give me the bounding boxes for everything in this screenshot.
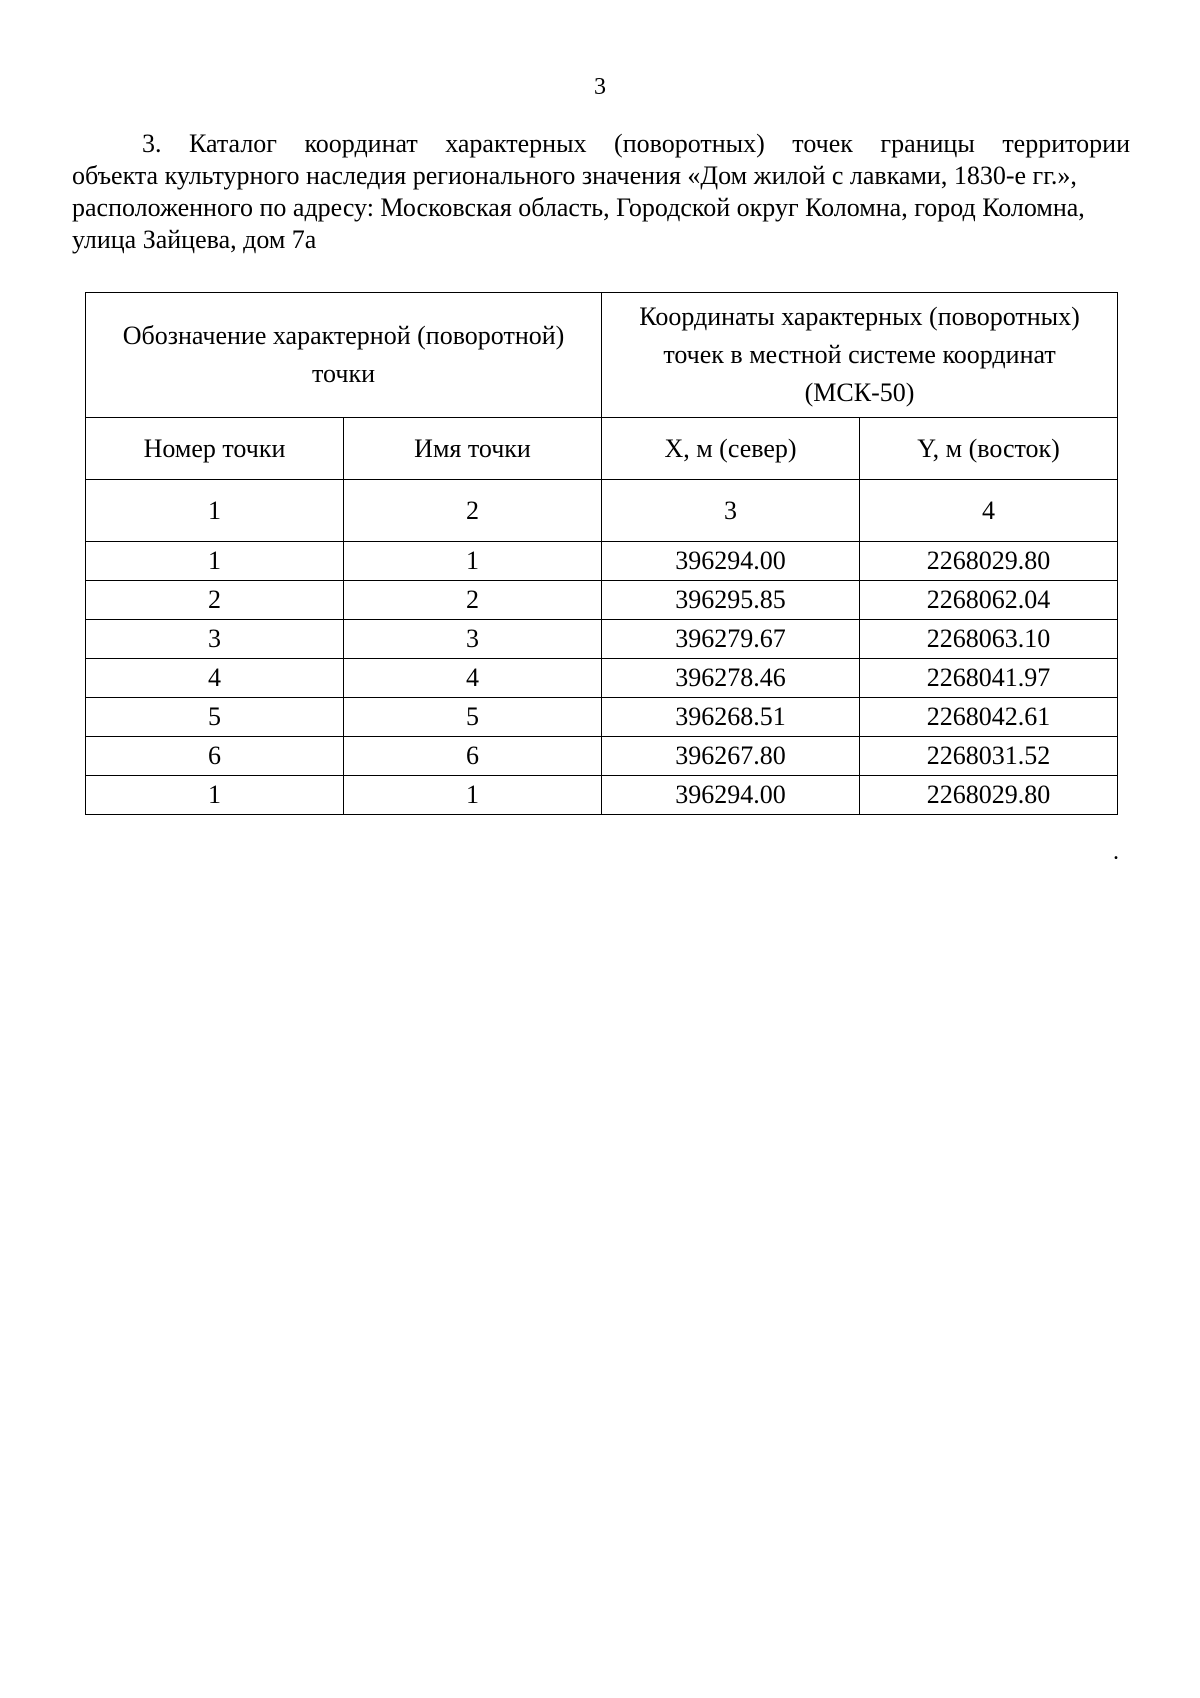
table-column-number-row — [86, 480, 1118, 542]
table-row — [86, 581, 1118, 620]
cell-y: 2268029.80 — [860, 542, 1118, 581]
header-point-designation: Обозначение характерной (поворотной) точки — [86, 293, 602, 418]
table-column-header-row — [86, 418, 1118, 480]
table-row — [86, 698, 1118, 737]
cell-x: 396278.46 — [602, 659, 860, 698]
cell-point-number: 6 — [86, 737, 344, 776]
table-row — [86, 659, 1118, 698]
intro-rest: объекта культурного наследия регионального значения «Дом жилой с лавками, 1830-е гг.», расположенного по адресу: Московская область, Городской округ Коломна, город Коломна, улица Зайцева, дом 7а — [72, 161, 1085, 254]
table-row — [86, 620, 1118, 659]
table-header-row — [86, 293, 1118, 418]
column-number: 2 — [344, 480, 602, 542]
cell-y: 2268029.80 — [860, 776, 1118, 815]
cell-x: 396295.85 — [602, 581, 860, 620]
cell-point-number: 2 — [86, 581, 344, 620]
cell-point-name: 2 — [344, 581, 602, 620]
cell-point-name: 1 — [344, 776, 602, 815]
coordinates-table — [85, 292, 1118, 815]
column-header-point-number: Номер точки — [86, 418, 344, 480]
cell-point-name: 1 — [344, 542, 602, 581]
table-row — [86, 542, 1118, 581]
cell-x: 396279.67 — [602, 620, 860, 659]
page-number: 3 — [594, 74, 606, 100]
cell-point-name: 3 — [344, 620, 602, 659]
table-row — [86, 737, 1118, 776]
column-header-point-name: Имя точки — [344, 418, 602, 480]
cell-y: 2268031.52 — [860, 737, 1118, 776]
cell-y: 2268062.04 — [860, 581, 1118, 620]
trailing-dot: . — [1113, 839, 1119, 865]
cell-point-number: 3 — [86, 620, 344, 659]
header-coordinates: Координаты характерных (поворотных) точек в местной системе координат (МСК-50) — [602, 293, 1118, 418]
table-row — [86, 776, 1118, 815]
column-number: 4 — [860, 480, 1118, 542]
cell-point-number: 1 — [86, 776, 344, 815]
cell-point-number: 1 — [86, 542, 344, 581]
cell-point-number: 4 — [86, 659, 344, 698]
column-header-x: X, м (север) — [602, 418, 860, 480]
column-number: 1 — [86, 480, 344, 542]
cell-point-name: 4 — [344, 659, 602, 698]
intro-first-line: 3. Каталог координат характерных (поворотных) точек границы территории — [142, 129, 1130, 158]
cell-point-number: 5 — [86, 698, 344, 737]
intro-paragraph — [72, 128, 1130, 256]
cell-y: 2268041.97 — [860, 659, 1118, 698]
cell-x: 396294.00 — [602, 542, 860, 581]
cell-x: 396267.80 — [602, 737, 860, 776]
column-number: 3 — [602, 480, 860, 542]
cell-x: 396268.51 — [602, 698, 860, 737]
cell-point-name: 6 — [344, 737, 602, 776]
cell-x: 396294.00 — [602, 776, 860, 815]
cell-y: 2268063.10 — [860, 620, 1118, 659]
column-header-y: Y, м (восток) — [860, 418, 1118, 480]
cell-y: 2268042.61 — [860, 698, 1118, 737]
cell-point-name: 5 — [344, 698, 602, 737]
